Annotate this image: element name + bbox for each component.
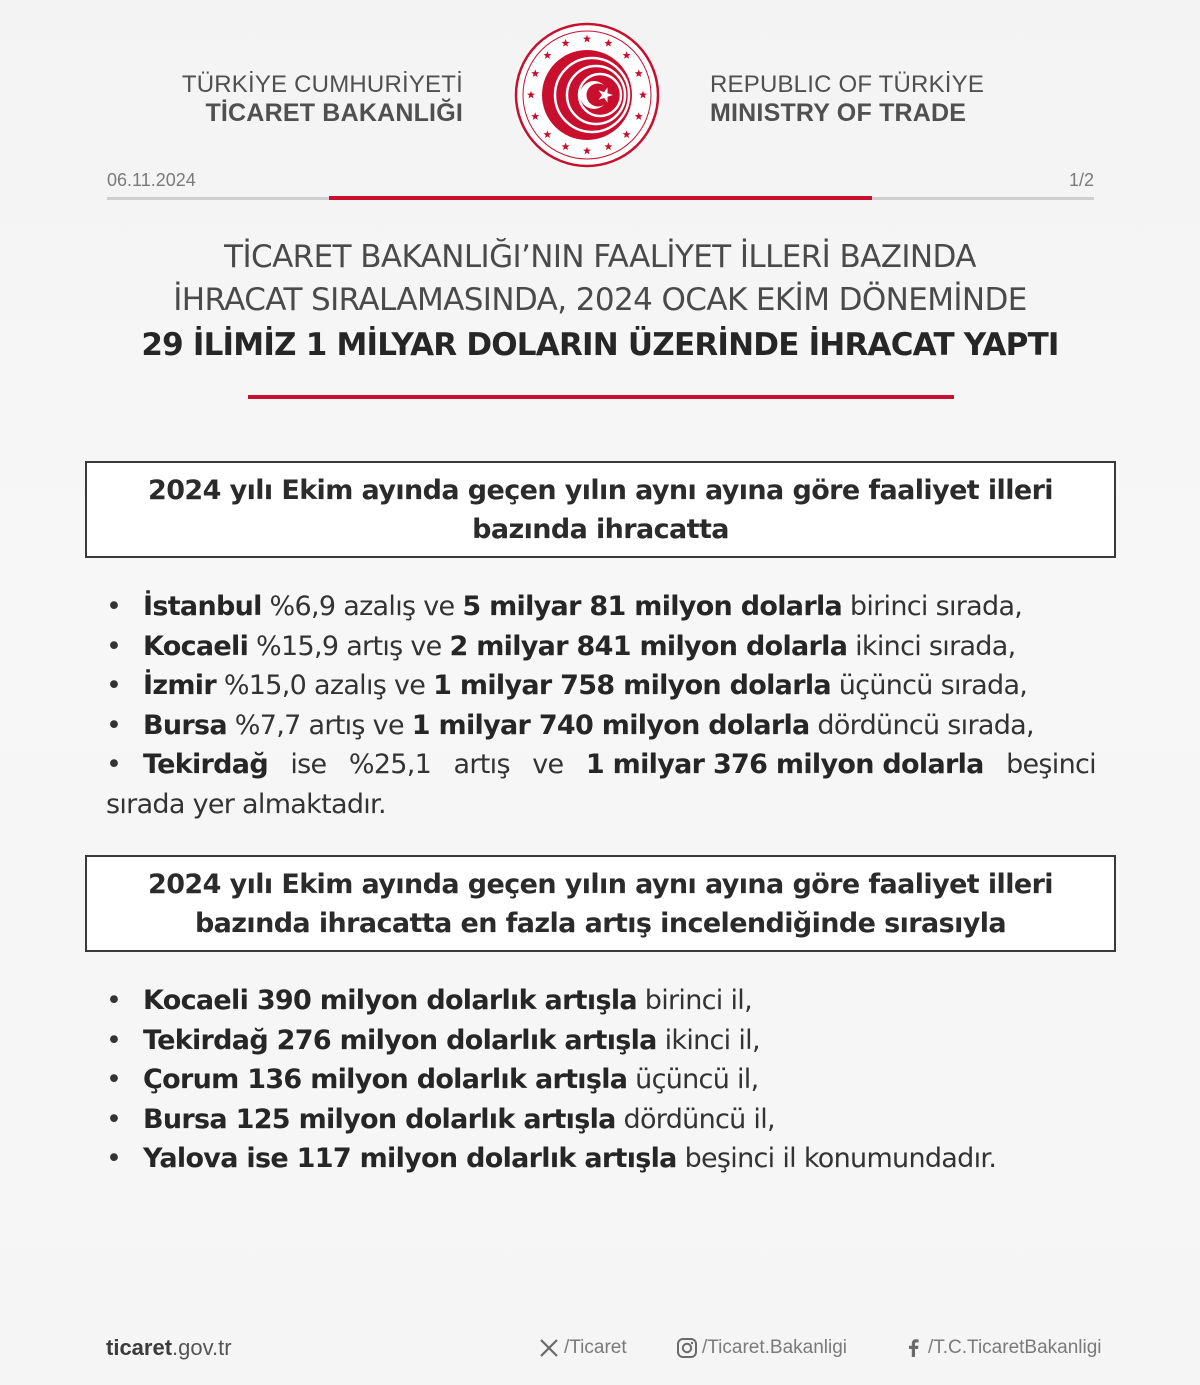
meta-row (107, 170, 1094, 192)
city-name: İzmir (143, 670, 216, 702)
list-item (106, 1060, 1096, 1100)
change-text: %6,9 azalış ve (261, 591, 463, 622)
list-item (106, 1100, 1096, 1140)
increase-text: Tekirdağ 276 milyon dolarlık artışla (143, 1024, 657, 1056)
rank-text: üçüncü il, (627, 1064, 759, 1096)
instagram-icon (676, 1337, 698, 1359)
export-amount: 5 milyar 81 milyon dolarla (462, 591, 843, 622)
rank-text: beşinci il konumundadır. (676, 1143, 997, 1175)
rank-text: dördüncü il, (615, 1103, 775, 1135)
instagram-link[interactable] (676, 1337, 847, 1359)
increase-text: Bursa 125 milyon dolarlık artışla (143, 1103, 616, 1135)
rank-text: dördüncü sırada, (809, 709, 1034, 741)
section1-list (106, 587, 1096, 825)
bullet: • (106, 749, 122, 781)
headline (60, 236, 1140, 368)
org-line1-en: REPUBLIC OF TÜRKİYE (710, 71, 985, 98)
bullet: • (106, 709, 122, 741)
org-line1-tr: TÜRKİYE CUMHURİYETİ (181, 71, 463, 98)
bullet: • (106, 985, 122, 1016)
section1-heading-line2: bazında ihracatta (472, 514, 729, 545)
website-link[interactable] (106, 1335, 232, 1361)
word: ise (290, 749, 327, 781)
word: artış (453, 749, 510, 781)
export-amount: 1 milyar 376 milyon dolarla (585, 749, 984, 781)
bullet: • (106, 1103, 122, 1135)
publish-date: 06.11.2024 (107, 170, 196, 190)
bullet: • (106, 1143, 122, 1175)
rank-text: ikinci il, (656, 1024, 760, 1056)
change-text: %7,7 artış ve (226, 709, 412, 741)
section2-heading-box (85, 855, 1116, 952)
org-line2-tr: TİCARET BAKANLIĞI (205, 99, 463, 127)
rank-text: ikinci sırada, (847, 630, 1016, 662)
header (0, 20, 1200, 170)
change-text: %15,0 azalış ve (215, 670, 434, 702)
facebook-link[interactable] (902, 1337, 1102, 1359)
bullet: • (106, 1024, 122, 1056)
change-text: %15,9 artış ve (248, 630, 450, 662)
export-amount: 1 milyar 758 milyon dolarla (433, 670, 831, 702)
list-item-last-line2: sırada yer almaktadır. (106, 788, 386, 820)
city-name: Bursa (143, 709, 227, 741)
word: ve (532, 749, 564, 781)
divider-red-mid (248, 395, 954, 399)
city-name: Kocaeli (143, 630, 249, 662)
org-name-turkish (182, 70, 463, 128)
rank-text: birinci il, (636, 985, 752, 1016)
divider-red-top (329, 196, 872, 200)
x-handle: /Ticaret (564, 1337, 627, 1358)
rank-text: üçüncü sırada, (830, 670, 1028, 702)
page-number: 1/2 (1068, 170, 1094, 190)
org-name-english (710, 70, 984, 128)
facebook-icon (902, 1337, 924, 1359)
site-domain: .gov.tr (172, 1335, 232, 1360)
city-name: Tekirdağ (143, 749, 268, 781)
list-item (106, 1139, 1096, 1179)
list-item (106, 981, 1096, 1021)
bullet: • (106, 1064, 122, 1096)
bullet: • (106, 630, 122, 662)
x-link[interactable] (538, 1337, 627, 1359)
list-item (106, 587, 1096, 627)
increase-text: Kocaeli 390 milyon dolarlık artışla (143, 985, 637, 1016)
rank-text: birinci sırada, (842, 591, 1023, 622)
headline-line1: TİCARET BAKANLIĞI’NIN FAALİYET İLLERİ BAZINDA (224, 239, 976, 275)
list-item (106, 706, 1096, 746)
headline-line3: 29 İLİMİZ 1 MİLYAR DOLARIN ÜZERİNDE İHRACAT YAPTI (141, 327, 1059, 363)
facebook-handle: /T.C.TicaretBakanligi (928, 1337, 1102, 1358)
export-amount: 2 milyar 841 milyon dolarla (449, 630, 848, 662)
word: beşinci (1006, 749, 1096, 781)
list-item (106, 627, 1096, 667)
word: %25,1 (348, 749, 432, 781)
footer (106, 1335, 1102, 1365)
section2-heading-line2: bazında ihracatta en fazla artış incelendiğinde sırasıyla (194, 908, 1007, 939)
list-item (106, 1021, 1096, 1061)
section2-list (106, 981, 1096, 1179)
bullet: • (106, 591, 122, 622)
headline-line2: İHRACAT SIRALAMASINDA, 2024 OCAK EKİM DÖNEMİNDE (173, 282, 1027, 318)
section1-heading-box (85, 461, 1116, 558)
section1-heading-line1: 2024 yılı Ekim ayında geçen yılın aynı ayına göre faaliyet illeri (148, 475, 1053, 506)
list-item (106, 666, 1096, 706)
list-item-last-line1 (106, 745, 1096, 785)
export-amount: 1 milyar 740 milyon dolarla (411, 709, 810, 741)
x-logo-icon (538, 1337, 560, 1359)
ministry-seal-icon (514, 22, 660, 168)
site-name: ticaret (106, 1335, 173, 1360)
bullet: • (106, 670, 122, 702)
section2-heading-line1: 2024 yılı Ekim ayında geçen yılın aynı ayına göre faaliyet illeri (148, 869, 1053, 900)
increase-text: Çorum 136 milyon dolarlık artışla (143, 1064, 628, 1096)
city-name: İstanbul (143, 591, 262, 622)
increase-text: Yalova ise 117 milyon dolarlık artışla (143, 1143, 677, 1175)
instagram-handle: /Ticaret.Bakanligi (702, 1337, 848, 1358)
org-line2-en: MINISTRY OF TRADE (710, 99, 967, 127)
